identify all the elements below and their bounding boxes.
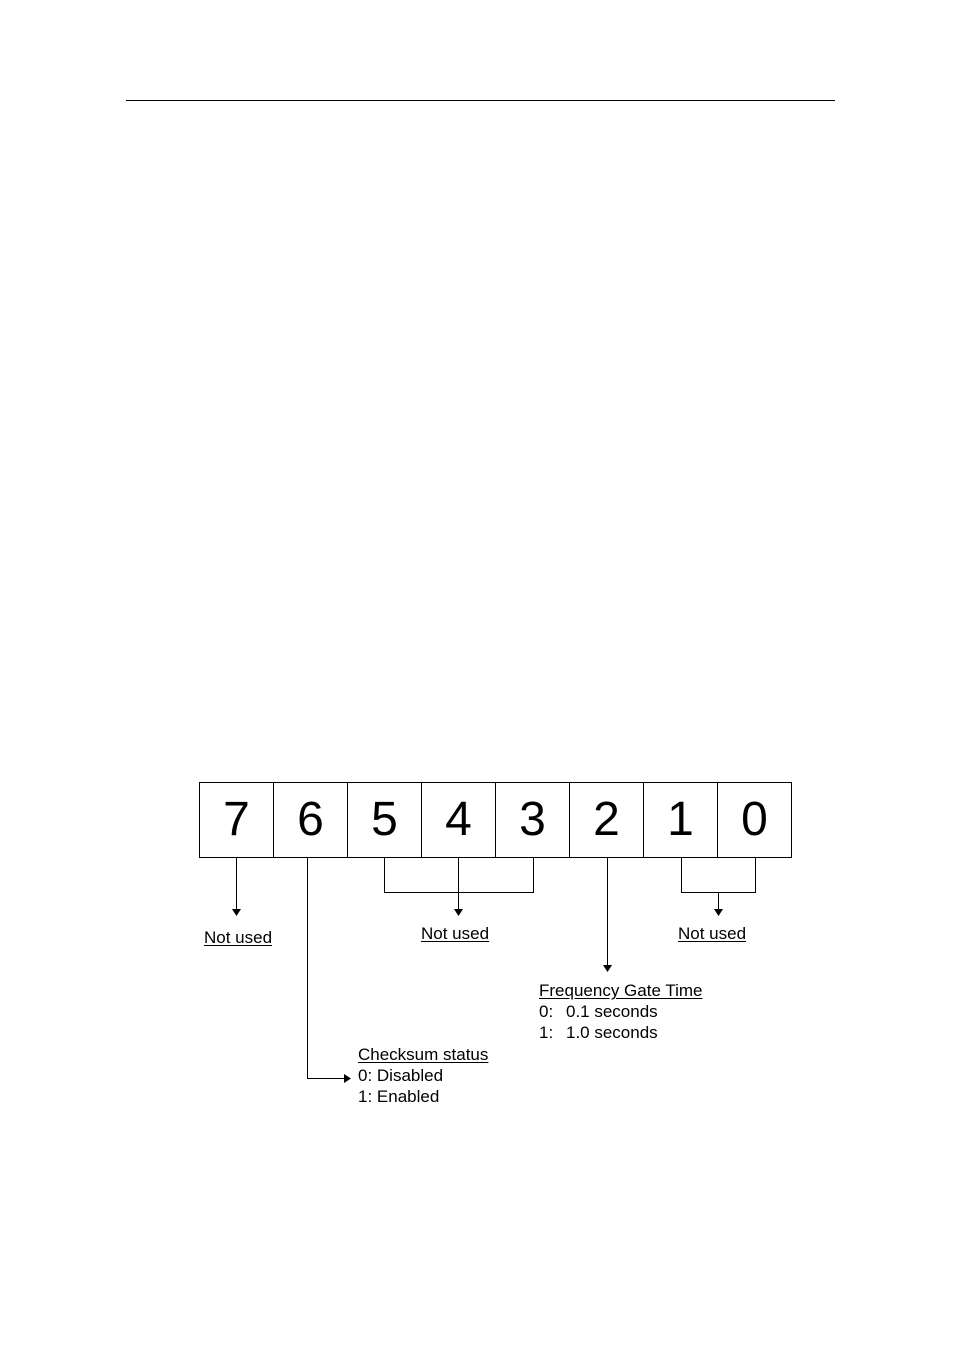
bit-cell-5: 5 [347,782,422,858]
bit-cell-0: 0 [717,782,792,858]
bit-cell-2: 2 [569,782,644,858]
bit2-option-1: 1: 1.0 seconds [539,1023,658,1042]
bit6-label [358,1044,488,1107]
bits10-bracket [682,857,756,893]
bit6-option-1: 1: Enabled [358,1087,440,1106]
bits10-label [678,923,746,944]
bit7-title: Not used [204,928,273,947]
bit2-title: Frequency Gate Time [539,981,703,1000]
bit7-arrowhead [232,909,241,916]
bit6-option-0: 0: Disabled [358,1066,444,1085]
bits543-label [421,923,489,944]
bit6-title: Checksum status [358,1045,489,1064]
bit-cell-3: 3 [495,782,570,858]
bits543-arrowhead [454,909,463,916]
bit-cell-4: 4 [421,782,496,858]
bits10-arrowhead [714,909,723,916]
bit-cell-6: 6 [273,782,348,858]
bits543-title: Not used [421,924,490,943]
bits10-title: Not used [678,924,747,943]
bit2-label [539,980,702,1043]
bit2-option-0: 0: 0.1 seconds [539,1002,658,1021]
bit7-label [204,927,272,948]
bit2-arrowhead [603,965,612,972]
bit6-connector [308,857,346,1079]
bit6-arrowhead [344,1074,351,1083]
bit-cell-1: 1 [643,782,718,858]
bit-cell-7: 7 [199,782,274,858]
